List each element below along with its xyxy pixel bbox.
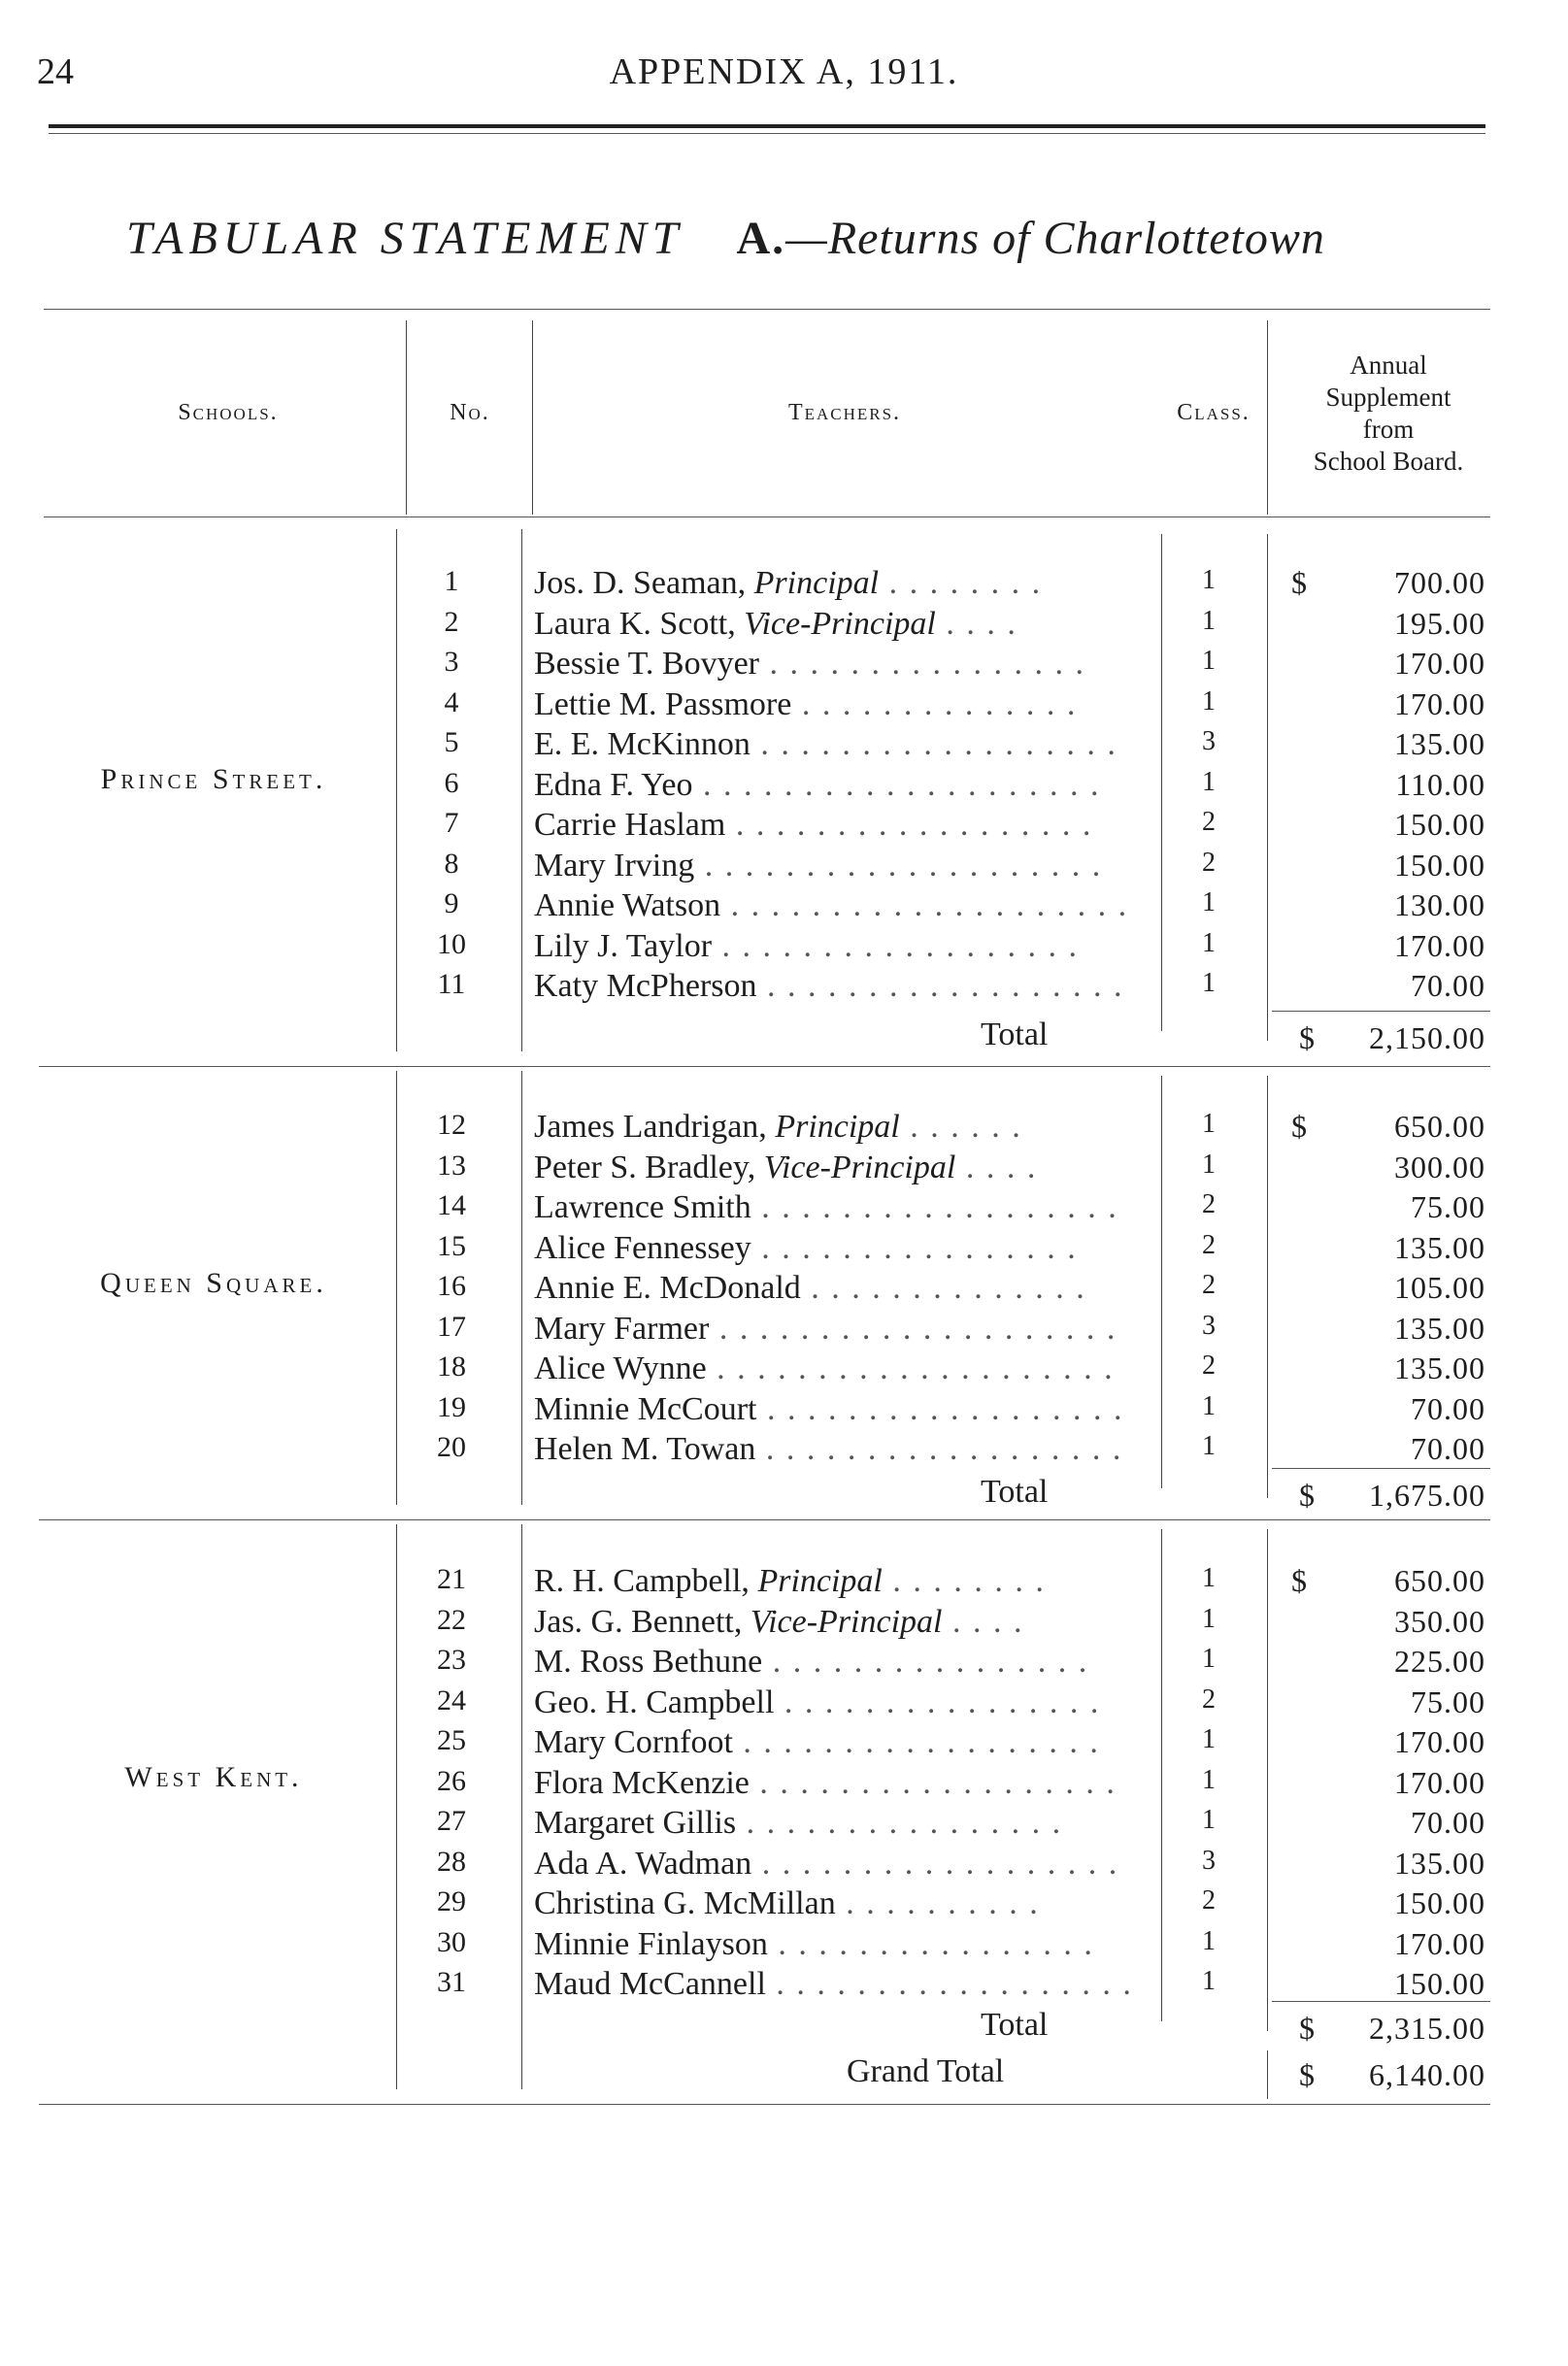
total-label: Total [981,1016,1049,1052]
grand-total-label: Grand Total [847,2053,1005,2089]
table-top-rule [44,309,1490,310]
supplement-amount: 70.00 [1411,1390,1485,1426]
teacher-number: 6 [444,766,459,799]
title-letter: A. [736,213,786,264]
teacher-number: 31 [437,1966,466,1998]
dot-leader: . . . . . . . . . . . . . . . . . . . . [694,847,1103,883]
dot-leader: . . . . . . . . . . . . . . . . [774,1683,1101,1720]
teacher-name-text: Mary Irving [534,847,695,883]
dot-leader: . . . . . . . . . . . . . . . . . . . . [709,1310,1118,1347]
teacher-name-text: Bessie T. Bovyer [534,646,759,682]
teacher-name [534,1150,1155,1186]
table-row [0,1150,1568,1190]
supplement-amount: 650.00 [1394,1563,1485,1598]
col-divider [1267,2050,1268,2099]
class-value: 1 [1202,605,1216,636]
teacher-name-text: Flora McKenzie [534,1764,750,1801]
table-row [0,1724,1568,1765]
section-total-value: 2,315.00 [1369,2011,1485,2046]
class-value: 1 [1202,565,1216,595]
teacher-name [534,848,1155,884]
title-subtitle: —Returns of Charlottetown [785,213,1325,264]
class-value: 1 [1202,1966,1216,1996]
table-row [0,1350,1568,1391]
teacher-number: 26 [437,1764,466,1797]
teacher-name-text: Peter S. Bradley, [534,1149,764,1185]
table-row [0,807,1568,848]
teacher-number: 5 [444,726,459,758]
dot-leader: . . . . . . . . . . . . . . . . . . [755,1431,1123,1467]
teacher-name [534,887,1155,924]
teacher-name [534,1966,1155,2003]
supplement-amount: 170.00 [1394,1724,1485,1759]
class-value: 3 [1202,1845,1216,1876]
table-row [0,646,1568,686]
teacher-name [534,1885,1155,1922]
table-row [0,1684,1568,1725]
col-header-class: Class. [1177,400,1251,425]
teacher-name [534,1724,1155,1761]
dot-leader: . . . . . . . . . . . . . . . . [751,1229,1078,1266]
teacher-number: 14 [437,1189,466,1221]
section-rule [39,1519,1490,1520]
class-value: 2 [1202,1229,1216,1260]
supplement-amount: 135.00 [1394,1350,1485,1385]
header-rule [49,124,1485,128]
teacher-name-text: Jos. D. Seaman, [534,565,754,601]
teacher-name [534,928,1155,965]
teacher-number: 11 [437,968,466,1000]
teacher-name-text: Katy McPherson [534,968,757,1004]
table-row [0,928,1568,969]
currency-symbol: $ [1291,1109,1307,1144]
teacher-name-text: James Landrigan, [534,1109,776,1145]
teacher-number: 24 [437,1683,466,1716]
class-value: 1 [1202,1431,1216,1461]
class-value: 1 [1202,968,1216,998]
teacher-number: 17 [437,1310,466,1343]
class-value: 1 [1202,1805,1216,1835]
total-label: Total [981,2007,1049,2043]
dot-leader: . . . . [935,605,1018,642]
teacher-name-text: Christina G. McMillan [534,1885,836,1921]
teacher-role: Vice-Principal [763,1149,956,1185]
school-name: Prince Street. [100,763,327,796]
class-value: 1 [1202,927,1216,958]
currency-symbol: $ [1291,1563,1307,1598]
table-row [0,887,1568,928]
dot-leader: . . . . . . [899,1109,1022,1145]
section-total-value: 1,675.00 [1369,1478,1485,1513]
class-value: 1 [1202,646,1216,676]
section-total [1282,2011,1485,2049]
teacher-name [534,1644,1155,1681]
dot-leader: . . . . . . . . . . . . . . . . . . . . [692,766,1101,803]
col-header-no: No. [450,400,490,425]
supplement-amount: 150.00 [1394,807,1485,842]
class-value: 1 [1202,1563,1216,1593]
teacher-name-text: Lettie M. Passmore [534,685,792,722]
teacher-name-text: Alice Fennessey [534,1229,751,1266]
supplement-amount: 135.00 [1394,1310,1485,1346]
teacher-name [534,1431,1155,1468]
supplement-amount: 135.00 [1394,1845,1485,1881]
class-value: 1 [1202,685,1216,716]
teacher-name [534,807,1155,844]
table-row [0,565,1568,606]
teacher-name [534,1684,1155,1721]
teacher-name [534,1563,1155,1600]
class-value: 2 [1202,1270,1216,1300]
teacher-role: Principal [775,1109,900,1145]
dot-leader: . . . . . . . . . . . . . . . . . . [732,1724,1100,1760]
teacher-name [534,1391,1155,1428]
school-name: West Kent. [124,1761,303,1794]
class-value: 2 [1202,807,1216,837]
currency-symbol: $ [1291,565,1307,600]
school-name: Queen Square. [100,1266,327,1299]
dot-leader: . . . . . . . . . . . . . . . . . . [749,1764,1117,1801]
teacher-name-text: E. E. McKinnon [534,726,751,762]
supplement-amount: 135.00 [1394,1229,1485,1265]
class-value: 2 [1202,1189,1216,1219]
teacher-number: 10 [437,927,466,960]
supplement-amount: 110.00 [1395,766,1485,802]
header-rule-thin [49,133,1485,134]
col-divider [1267,320,1268,515]
table-row [0,848,1568,888]
teacher-number: 12 [437,1109,466,1141]
currency-symbol: $ [1299,2011,1316,2046]
dot-leader: . . . . . . . . [879,565,1043,601]
dot-leader: . . . . . . . . . . . . . . . . [767,1925,1094,1962]
section-rule [39,1066,1490,1067]
supplement-line: Annual [1350,350,1427,380]
dot-leader: . . . . . . . . . . . . . . . . . . [750,726,1118,762]
class-value: 2 [1202,1683,1216,1715]
statement-title [126,212,1325,265]
teacher-name [534,565,1155,602]
teacher-name-text: Lily J. Taylor [534,927,713,964]
table-row [0,1926,1568,1967]
dot-leader: . . . . . . . . . . . . . . . . . . . . [706,1350,1115,1386]
col-divider [532,320,533,515]
table-row [0,1270,1568,1311]
dot-leader: . . . . . . . . . . . . . . [800,1270,1086,1306]
teacher-number: 21 [437,1563,466,1595]
total-label: Total [981,1474,1049,1510]
supplement-amount: 75.00 [1411,1683,1485,1719]
teacher-name-text: Mary Farmer [534,1310,710,1347]
class-value: 2 [1202,1350,1216,1381]
table-row [0,1885,1568,1926]
teacher-number: 23 [437,1644,466,1676]
table-row [0,1846,1568,1886]
teacher-name [534,1109,1155,1146]
supplement-line: Supplement [1325,383,1451,412]
teacher-number: 28 [437,1845,466,1878]
table-row [0,1189,1568,1230]
teacher-number: 20 [437,1431,466,1463]
teacher-name [534,726,1155,763]
teacher-name [534,1805,1155,1842]
teacher-name-text: Edna F. Yeo [534,766,693,803]
class-value: 3 [1202,726,1216,756]
teacher-role: Principal [753,565,880,601]
table-row [0,1604,1568,1645]
dot-leader: . . . . . . . . . . . . . . . . [736,1805,1063,1841]
currency-symbol: $ [1299,2057,1316,2092]
teacher-name [534,1311,1155,1348]
class-value: 1 [1202,1925,1216,1956]
table-row [0,1109,1568,1150]
teacher-name [534,1604,1155,1641]
dot-leader: . . . . . . . . . . . . . . . . [762,1644,1089,1680]
teacher-name-text: Lawrence Smith [534,1189,751,1225]
dot-leader: . . . . . . . . . . [835,1885,1040,1921]
supplement-amount: 105.00 [1394,1270,1485,1305]
class-value: 1 [1202,1644,1216,1674]
supplement-amount: 170.00 [1394,1925,1485,1961]
dot-leader: . . . . . . . . . . . . . . . . . . [751,1845,1119,1882]
teacher-name [534,968,1155,1005]
supplement-line: from [1362,415,1415,444]
teacher-name-text: Jas. G. Bennett, [534,1603,751,1640]
supplement-amount: 70.00 [1411,1805,1485,1840]
teacher-name-text: Helen M. Towan [534,1431,756,1467]
class-value: 1 [1202,766,1216,797]
class-value: 1 [1202,1764,1216,1795]
teacher-number: 18 [437,1350,466,1383]
section-rule [39,2104,1490,2105]
supplement-amount: 170.00 [1394,927,1485,963]
class-value: 1 [1202,1149,1216,1180]
class-value: 1 [1202,1724,1216,1754]
page-number: 24 [37,51,74,92]
class-value: 1 [1202,887,1216,917]
teacher-name-text: Mary Cornfoot [534,1724,733,1760]
teacher-name-text: Annie Watson [534,887,721,923]
teacher-name-text: Annie E. McDonald [534,1270,801,1306]
grand-total [1282,2057,1485,2096]
dot-leader: . . . . . . . . . . . . . . . . [759,646,1085,682]
running-header: APPENDIX A, 1911. [609,51,959,92]
table-row [0,1765,1568,1806]
dot-leader: . . . . [955,1149,1038,1185]
dot-leader: . . . . . . . . . . . . . . . . . . [712,927,1080,964]
dot-leader: . . . . . . . . . . . . . . . . . . [765,1966,1133,2002]
teacher-name [534,767,1155,804]
supplement-amount: 700.00 [1394,565,1485,600]
dot-leader: . . . . . . . . . . . . . . . . . . [756,1390,1124,1427]
teacher-name-text: R. H. Campbell, [534,1563,758,1599]
supplement-amount: 195.00 [1394,605,1485,641]
teacher-number: 30 [437,1925,466,1958]
dot-leader: . . . . . . . . . . . . . . . . . . [725,807,1093,843]
total-rule [1272,1011,1490,1012]
grand-total-value: 6,140.00 [1369,2057,1485,2092]
section-total-value: 2,150.00 [1369,1020,1485,1055]
teacher-role: Vice-Principal [750,1603,943,1640]
supplement-amount: 70.00 [1411,1431,1485,1466]
section-total [1282,1020,1485,1059]
table-row [0,1644,1568,1684]
teacher-name [534,1846,1155,1883]
table-row [0,1391,1568,1432]
dot-leader: . . . . . . . . [882,1563,1046,1599]
teacher-number: 13 [437,1149,466,1182]
teacher-number: 2 [444,605,459,638]
teacher-name-text: Minnie McCourt [534,1390,757,1427]
supplement-line: School Board. [1313,447,1464,476]
supplement-amount: 75.00 [1411,1189,1485,1224]
teacher-role: Principal [757,1563,883,1599]
dot-leader: . . . . . . . . . . . . . . [791,685,1078,722]
total-rule [1272,1468,1490,1469]
supplement-amount: 225.00 [1394,1644,1485,1679]
currency-symbol: $ [1299,1478,1316,1513]
teacher-name-text: Laura K. Scott, [534,605,745,642]
table-row [0,1431,1568,1472]
class-value: 2 [1202,847,1216,878]
table-row [0,767,1568,808]
supplement-amount: 170.00 [1394,1764,1485,1800]
table-row [0,686,1568,727]
supplement-amount: 135.00 [1394,726,1485,761]
teacher-name-text: Margaret Gillis [534,1805,737,1841]
teacher-role: Vice-Principal [744,605,936,642]
teacher-number: 4 [444,685,459,718]
table-row [0,1805,1568,1846]
section-total [1282,1478,1485,1516]
table-row [0,1311,1568,1351]
class-value: 2 [1202,1885,1216,1916]
supplement-amount: 350.00 [1394,1603,1485,1639]
table-row [0,1230,1568,1271]
dot-leader: . . . . . . . . . . . . . . . . . . [756,968,1124,1004]
supplement-amount: 150.00 [1394,847,1485,883]
col-header-schools: Schools. [178,400,279,425]
teacher-name-text: Carrie Haslam [534,807,726,843]
teacher-name [534,1230,1155,1267]
teacher-number: 22 [437,1603,466,1636]
teacher-number: 3 [444,646,459,678]
title-main: TABULAR STATEMENT [126,213,684,264]
col-header-teachers: Teachers. [787,400,902,425]
teacher-number: 29 [437,1885,466,1917]
teacher-name [534,606,1155,643]
teacher-name-text: M. Ross Bethune [534,1644,763,1680]
teacher-number: 25 [437,1724,466,1756]
teacher-name-text: Ada A. Wadman [534,1845,752,1882]
teacher-number: 7 [444,807,459,839]
class-value: 3 [1202,1310,1216,1341]
teacher-name-text: Alice Wynne [534,1350,707,1386]
col-divider [406,320,407,515]
teacher-name [534,1270,1155,1307]
teacher-name [534,1189,1155,1226]
teacher-number: 8 [444,847,459,880]
col-header-supplement [1272,350,1505,478]
teacher-number: 27 [437,1805,466,1837]
teacher-name-text: Maud McCannell [534,1966,766,2002]
supplement-amount: 70.00 [1411,968,1485,1003]
teacher-name [534,1926,1155,1963]
table-row [0,606,1568,647]
supplement-amount: 150.00 [1394,1966,1485,2001]
supplement-amount: 130.00 [1394,887,1485,922]
dot-leader: . . . . [942,1603,1024,1640]
teacher-number: 9 [444,887,459,919]
currency-symbol: $ [1299,1020,1316,1055]
supplement-amount: 150.00 [1394,1885,1485,1920]
teacher-name-text: Geo. H. Campbell [534,1683,775,1720]
total-rule [1272,2001,1490,2002]
table-row [0,1563,1568,1604]
teacher-name [534,686,1155,723]
teacher-name [534,646,1155,683]
teacher-name-text: Minnie Finlayson [534,1925,768,1962]
dot-leader: . . . . . . . . . . . . . . . . . . . . [720,887,1129,923]
class-value: 1 [1202,1109,1216,1139]
dot-leader: . . . . . . . . . . . . . . . . . . [751,1189,1118,1225]
teacher-number: 15 [437,1229,466,1262]
teacher-number: 1 [444,565,459,597]
teacher-number: 19 [437,1390,466,1423]
table-row [0,968,1568,1009]
supplement-amount: 300.00 [1394,1149,1485,1184]
class-value: 1 [1202,1603,1216,1634]
teacher-name [534,1765,1155,1802]
teacher-number: 16 [437,1270,466,1302]
teacher-name [534,1350,1155,1387]
class-value: 1 [1202,1390,1216,1421]
supplement-amount: 170.00 [1394,685,1485,721]
supplement-amount: 650.00 [1394,1109,1485,1144]
table-row [0,726,1568,767]
supplement-amount: 170.00 [1394,646,1485,681]
